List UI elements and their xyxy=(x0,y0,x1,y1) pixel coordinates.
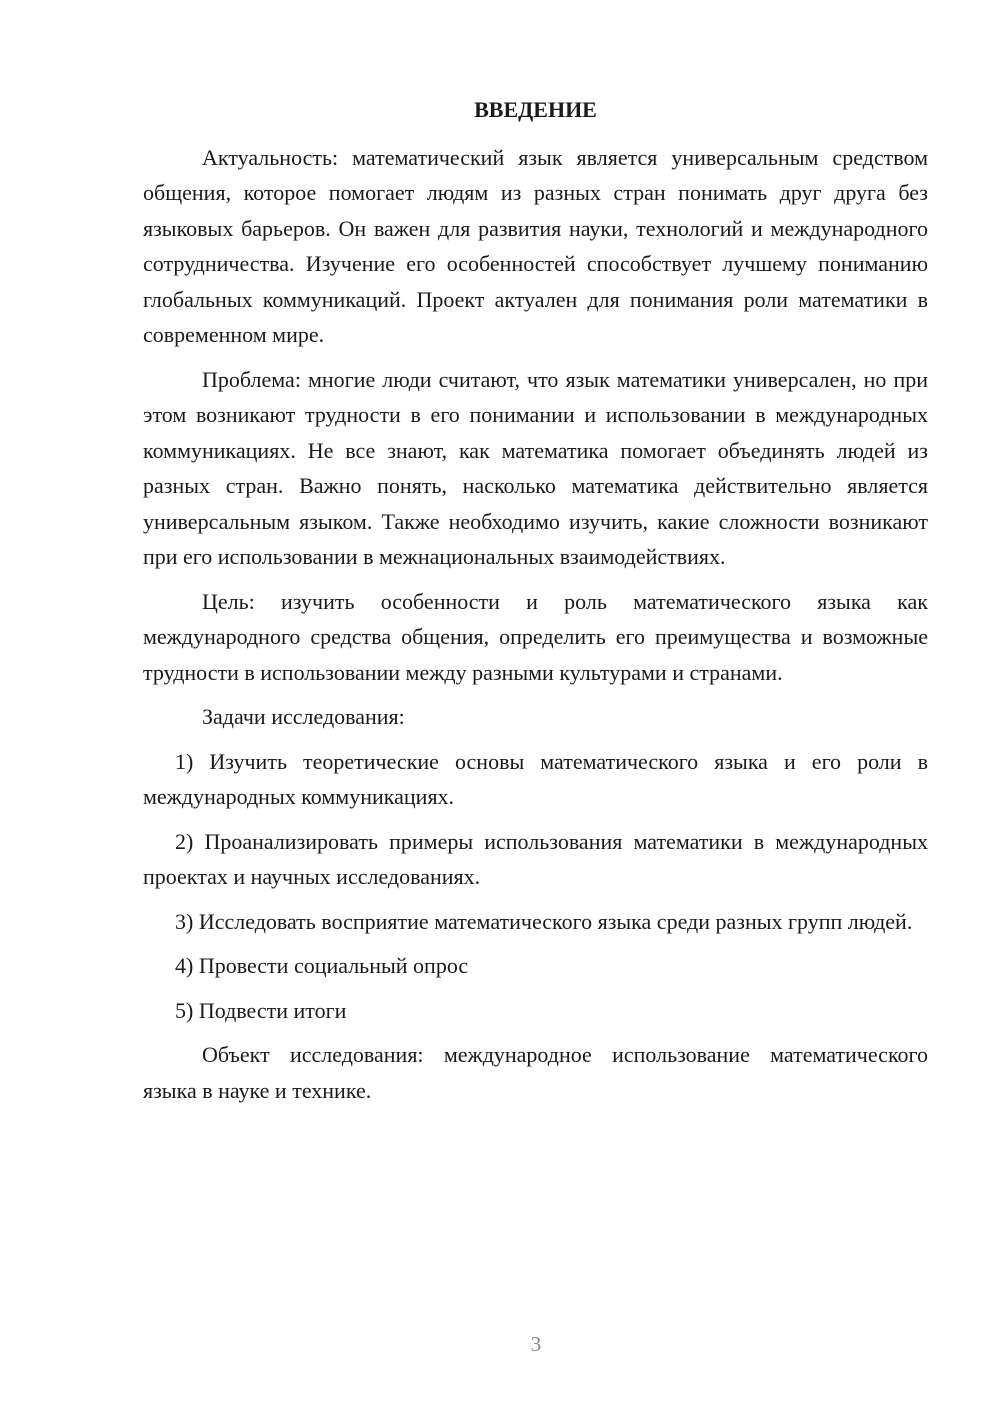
object-paragraph: Объект исследования: международное использование математического языка в науке и технике. xyxy=(143,1042,928,1103)
page-number: 3 xyxy=(530,1332,542,1356)
page-title: ВВЕДЕНИЕ xyxy=(474,97,597,122)
problem-paragraph: Проблема: многие люди считают, что язык математики универсален, но при этом возникают трудности в его понимании и использовании в международных коммуникациях. Не все знают, как математика помогает объединять людей из разных стран. Важно понять, насколько математика действительно является универсальным языком. Также необходимо изучить, какие сложности возникают при его использовании в межнациональных взаимодействиях. xyxy=(143,366,928,569)
task-item: 2) Проанализировать примеры использования математики в международных проектах и научных исследованиях. xyxy=(143,828,928,889)
goal-paragraph: Цель: изучить особенности и роль математического языка как международного средства общения, определить его преимущества и возможные трудности в использовании между разными культурами и странами. xyxy=(143,588,928,685)
page-content xyxy=(143,92,928,1117)
task-item: 1) Изучить теоретические основы математического языка и его роли в международных коммуникациях. xyxy=(143,748,928,809)
relevance-paragraph: Актуальность: математический язык является универсальным средством общения, которое помогает людям из разных стран понимать друг друга без языковых барьеров. Он важен для развития науки, технологий и международного сотрудничества. Изучение его особенностей способствует лучшему пониманию глобальных коммуникаций. Проект актуален для понимания роли математики в современном мире. xyxy=(143,144,928,347)
task-item: 3) Исследовать восприятие математического языка среди разных групп людей. xyxy=(175,908,913,934)
task-item: 5) Подвести итоги xyxy=(175,997,347,1023)
tasks-heading: Задачи исследования: xyxy=(202,704,405,729)
task-item: 4) Провести социальный опрос xyxy=(175,953,469,978)
